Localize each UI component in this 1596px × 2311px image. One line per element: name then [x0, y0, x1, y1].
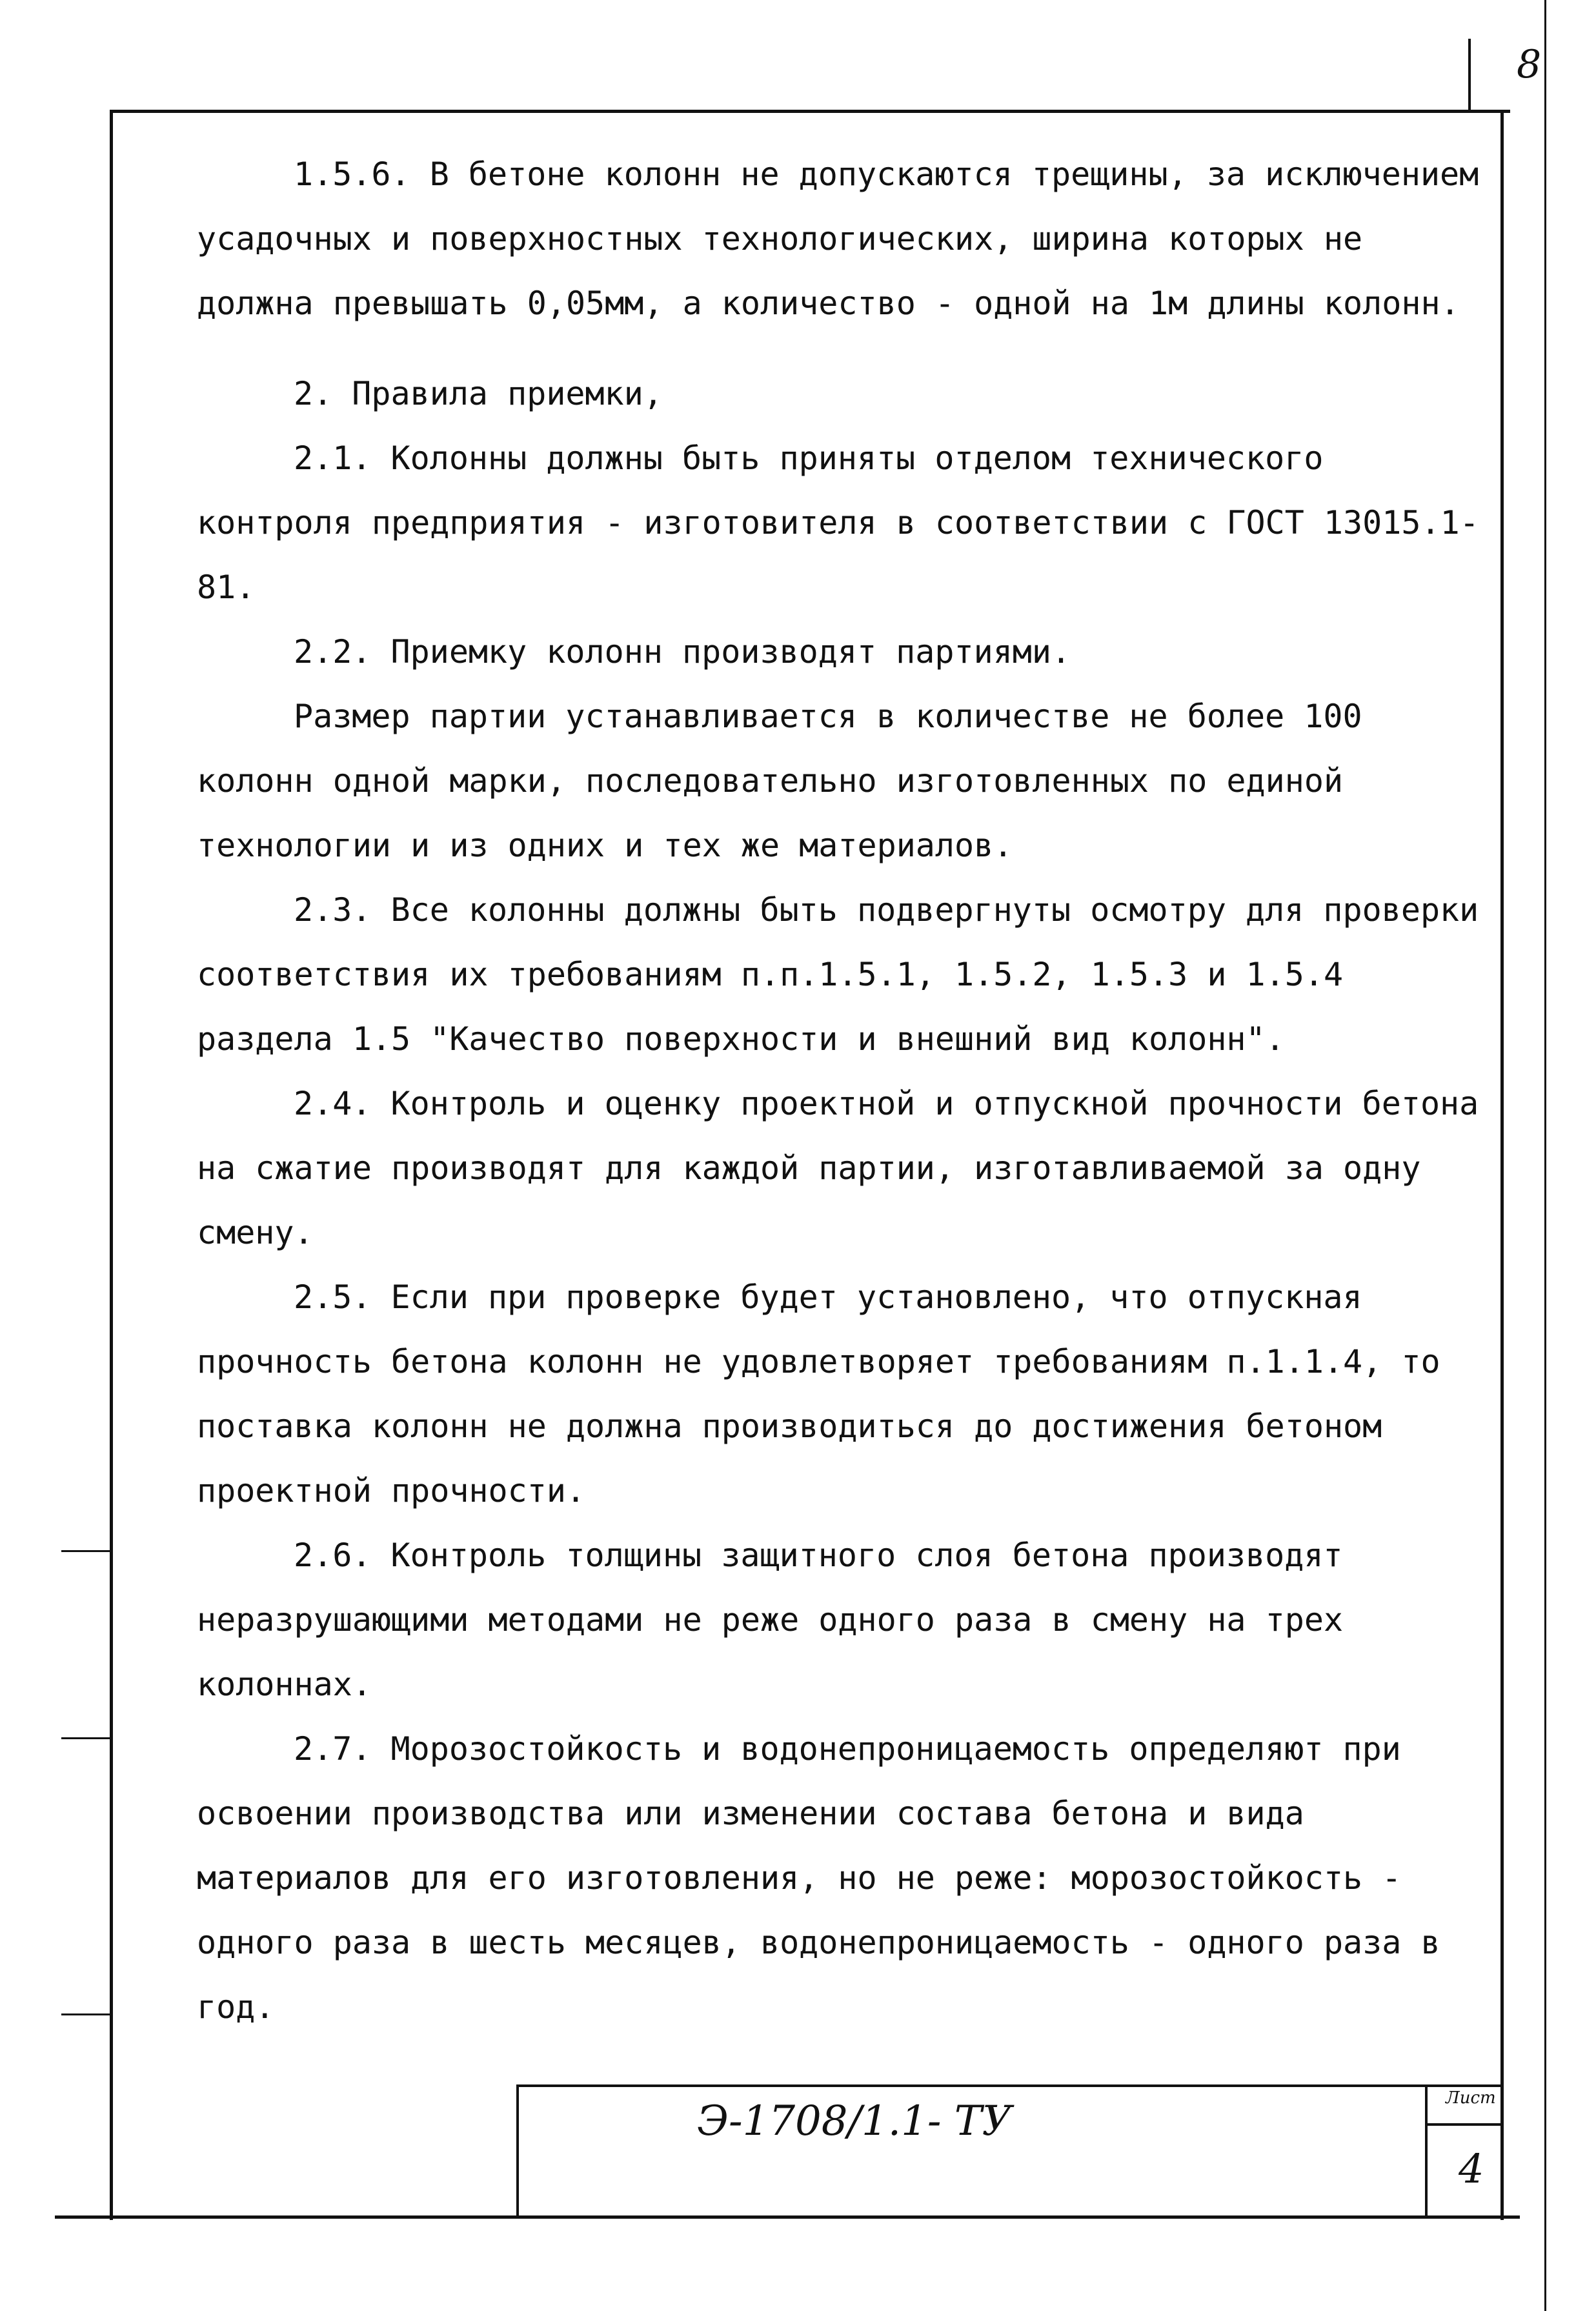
paragraph-1-5-6: 1.5.6. В бетоне колонн не допускаются трещины, за исключением усадочных и поверхностных технологических, ширина которых не должна превышать 0,05мм, а количество - одной на 1м длины колонн. — [197, 156, 1479, 322]
title-block-top-line — [516, 2084, 1504, 2087]
frame-top-line — [110, 110, 1510, 113]
sheet-cell-left-line — [1425, 2084, 1428, 2217]
document-code: Э-1708/1.1- ТУ — [697, 2097, 1012, 2145]
paragraph-batch-size: Размер партии устанавливается в количестве не более 100 колонн одной марки, последовательно изготовленных по единой технологии и из одних и тех же материалов. — [197, 698, 1362, 864]
paragraph-2-2: 2.2. Приемку колонн производят партиями. — [294, 633, 1071, 671]
binding-tick-1 — [61, 1550, 113, 1552]
title-block-left-line — [516, 2084, 519, 2217]
frame-left-line — [110, 110, 113, 2220]
section-2-heading: 2. Правила приемки, — [294, 375, 663, 412]
sheet-number: 4 — [1459, 2145, 1484, 2192]
paragraph-2-3: 2.3. Все колонны должны быть подвергнуты осмотру для проверки соответствия их требованиям п.п.1.5.1, 1.5.2, 1.5.3 и 1.5.4 раздела 1.5 "Качество поверхности и внешний вид колонн". — [197, 891, 1479, 1058]
paragraph-2-1: 2.1. Колонны должны быть приняты отделом технического контроля предприятия - изготовителя в соответствии с ГОСТ 13015.1-81. — [197, 439, 1479, 606]
outer-right-margin-line — [1544, 0, 1546, 2311]
page-number: 8 — [1517, 42, 1542, 87]
frame-bottom-line — [55, 2215, 1520, 2219]
binding-tick-2 — [61, 1737, 113, 1739]
sheet-label: Лист — [1446, 2088, 1496, 2108]
frame-right-line — [1500, 110, 1504, 2220]
binding-tick-3 — [61, 2013, 113, 2015]
paragraph-2-7: 2.7. Морозостойкость и водонепроницаемость определяют при освоении производства или изменении состава бетона и вида материалов для его изготовления, но не реже: морозостойкость - одного раза в шесть месяцев, водонепроницаемость - одного раза в год. — [197, 1730, 1440, 2026]
document-body — [197, 142, 1481, 2039]
page-number-box-left — [1468, 39, 1471, 113]
paragraph-2-5: 2.5. Если при проверке будет установлено, что отпускная прочность бетона колонн не удовлетворяет требованиям п.1.1.4, то поставка колонн не должна производиться до достижения бетоном проектной прочности. — [197, 1278, 1440, 1509]
sheet-cell-divider — [1425, 2123, 1502, 2126]
paragraph-2-6: 2.6. Контроль толщины защитного слоя бетона производят неразрушающими методами не реже одного раза в смену на трех колоннах. — [197, 1537, 1344, 1703]
paragraph-2-4: 2.4. Контроль и оценку проектной и отпускной прочности бетона на сжатие производят для каждой партии, изготавливаемой за одну смену. — [197, 1085, 1479, 1251]
